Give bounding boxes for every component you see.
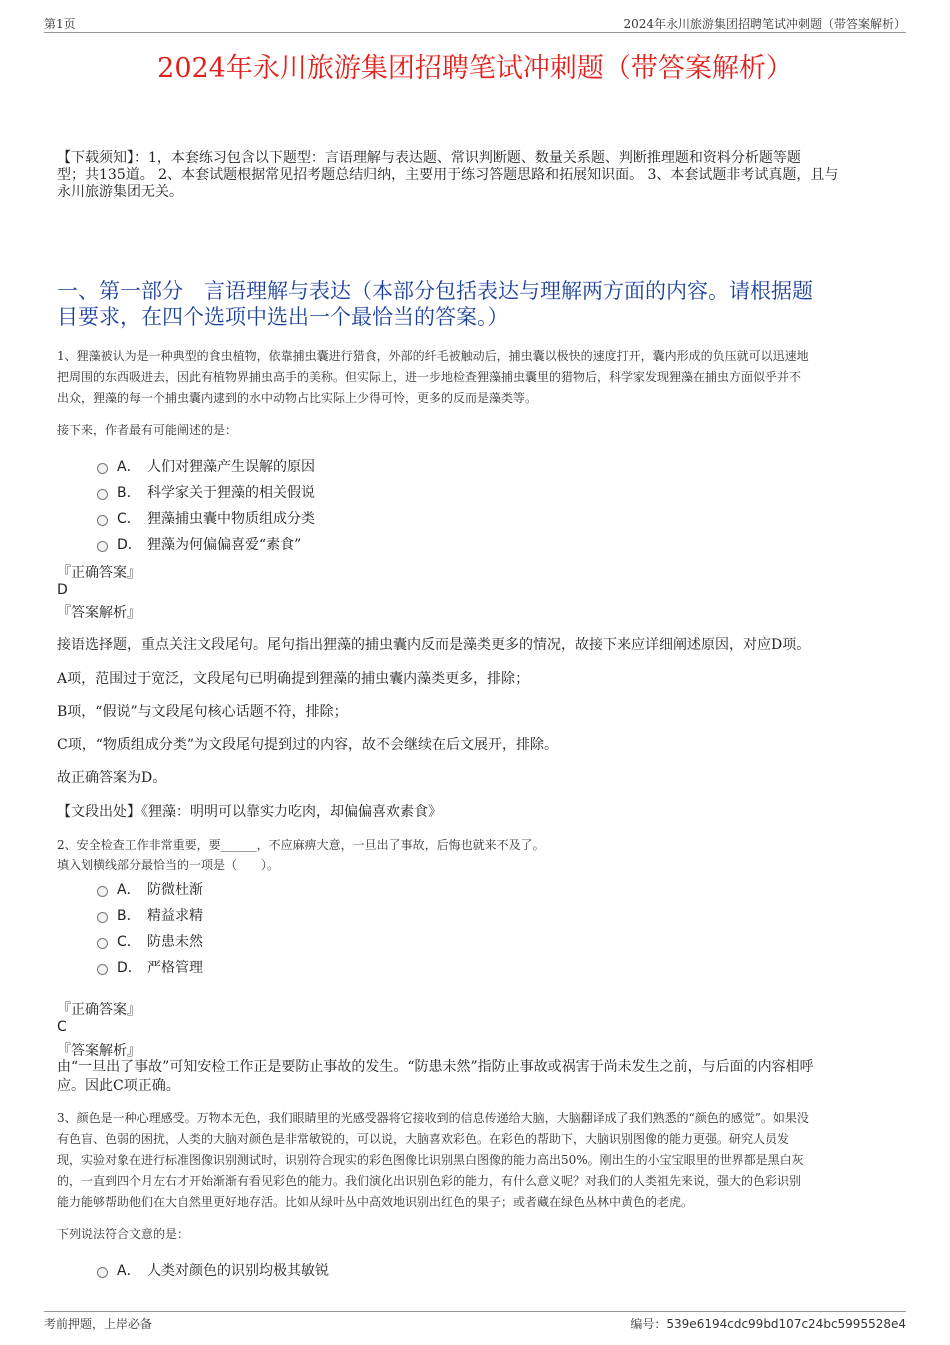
option-letter: B． [117, 485, 141, 501]
radio-icon[interactable] [97, 964, 108, 975]
option-letter: A． [117, 882, 141, 898]
radio-icon[interactable] [97, 912, 108, 923]
question-line: 2、安全检查工作非常重要，要______，不应麻痹大意，一旦出了事故，后悔也就来不及了。 [57, 838, 545, 852]
q1-analysis-text: C项，“物质组成分类”为文段尾句提到过的内容，故不会继续在后文展开，排除。 [57, 737, 559, 753]
option-text: 人类对颜色的识别均极其敏锐 [147, 1263, 329, 1279]
option-text: 人们对狸藻产生误解的原因 [147, 459, 315, 475]
option-letter: B． [117, 908, 141, 924]
page-number: 第1页 [44, 17, 76, 31]
option-letter: A． [117, 459, 141, 475]
q1-analysis-text: B项，“假说”与文段尾句核心话题不符，排除； [57, 704, 348, 720]
option-text: 科学家关于狸藻的相关假说 [147, 485, 315, 501]
radio-icon[interactable] [97, 938, 108, 949]
code-value: 539e6194cdc99bd107c24bc5995528e4 [666, 1317, 906, 1331]
radio-icon[interactable] [97, 489, 108, 500]
question-1-prompt: 接下来，作者最有可能阐述的是： [57, 423, 238, 437]
q1-answer-label: 『正确答案』 [57, 565, 141, 581]
code-label: 编号： [630, 1317, 667, 1331]
option-letter: D． [117, 537, 142, 553]
notice-line: 永川旅游集团无关。 [57, 184, 183, 200]
q1-option-c[interactable] [97, 507, 315, 529]
question-3-prompt: 下列说法符合文意的是： [57, 1227, 190, 1241]
q2-option-a[interactable] [97, 878, 203, 900]
q1-option-b[interactable] [97, 481, 315, 503]
q2-answer: C [57, 1019, 67, 1035]
q2-option-d[interactable] [97, 956, 203, 978]
radio-icon[interactable] [97, 1267, 108, 1278]
q3-option-a[interactable] [97, 1259, 329, 1281]
radio-icon[interactable] [97, 541, 108, 552]
radio-icon[interactable] [97, 886, 108, 897]
question-2-prompt: 填入划横线部分最恰当的一项是（ ）。 [57, 858, 280, 872]
q2-answer-label: 『正确答案』 [57, 1002, 141, 1018]
q1-source: 【文段出处】《狸藻：明明可以靠实力吃肉，却偏偏喜欢素食》 [57, 804, 442, 820]
option-letter: D． [117, 960, 142, 976]
option-text: 狸藻捕虫囊中物质组成分类 [147, 511, 315, 527]
document-code [630, 1315, 906, 1332]
question-line: 能力能够帮助他们在大自然里更好地存活。比如从绿叶丛中高效地识别出红色的果子；或者藏在绿色丛林中黄色的老虎。 [57, 1195, 694, 1209]
notice-line: 【下载须知】：1，本套练习包含以下题型：言语理解与表达题、常识判断题、数量关系题、判断推理题和资料分析题等题 [57, 150, 801, 166]
option-letter: C． [117, 934, 141, 950]
option-letter: A． [117, 1263, 141, 1279]
option-text: 防微杜渐 [147, 882, 203, 898]
q2-option-c[interactable] [97, 930, 203, 952]
notice-line: 型；共135道。 2、本套试题根据常见招考题总结归纳，主要用于练习答题思路和拓展知识面。 3、本套试题非考试真题，且与 [57, 167, 839, 183]
footer-slogan: 考前押题，上岸必备 [44, 1317, 153, 1331]
radio-icon[interactable] [97, 515, 108, 526]
option-text: 防患未然 [147, 934, 203, 950]
q2-analysis-text [57, 1058, 907, 1096]
analysis-line: 应。因此C项正确。 [57, 1078, 180, 1094]
option-text: 精益求精 [147, 908, 203, 924]
option-text: 严格管理 [147, 960, 203, 976]
q2-analysis-label: 『答案解析』 [57, 1043, 141, 1059]
question-line: 有色盲、色弱的困扰，人类的大脑对颜色是非常敏锐的，可以说，大脑喜欢彩色。在彩色的帮助下，大脑识别图像的能力更强。研究人员发 [57, 1132, 790, 1146]
question-2-stem [57, 835, 907, 856]
q1-option-d[interactable] [97, 533, 301, 555]
analysis-line: 由“一旦出了事故”可知安检工作正是要防止事故的发生。“防患未然”指防止事故或祸害于尚未发生之前，与后面的内容相呼 [57, 1059, 814, 1075]
section-heading-line: 目要求，在四个选项中选出一个最恰当的答案。） [57, 305, 509, 329]
question-3-stem [57, 1108, 907, 1213]
question-line: 出众，狸藻的每一个捕虫囊内逮到的水中动物占比实际上少得可怜，更多的反而是藻类等。 [57, 391, 538, 405]
question-line: 3、颜色是一种心理感受。万物本无色，我们眼睛里的光感受器将它接收到的信息传递给大脑，大脑翻译成了我们熟悉的“颜色的感觉”。如果没 [57, 1111, 809, 1125]
option-text: 狸藻为何偏偏喜爱“素食” [147, 537, 302, 553]
radio-icon[interactable] [97, 463, 108, 474]
question-1-stem [57, 346, 907, 409]
question-line: 现，实验对象在进行标准图像识别测试时，识别符合现实的彩色图像比识别黑白图像的能力高出50%。刚出生的小宝宝眼里的世界都是黑白灰 [57, 1153, 804, 1167]
header-divider [44, 32, 906, 33]
question-line: 把周围的东西吸进去，因此有植物界捕虫高手的美称。但实际上，进一步地检查狸藻捕虫囊里的猎物后，科学家发现狸藻在捕虫方面似乎并不 [57, 370, 802, 384]
q1-analysis-text: A项，范围过于宽泛，文段尾句已明确提到狸藻的捕虫囊内藻类更多，排除； [57, 671, 530, 687]
page-title: 2024年永川旅游集团招聘笔试冲刺题（带答案解析） [157, 53, 793, 84]
question-line: 1、狸藻被认为是一种典型的食虫植物，依靠捕虫囊进行猎食，外部的纤毛被触动后，捕虫囊以极快的速度打开，囊内形成的负压就可以迅速地 [57, 349, 809, 363]
q1-option-a[interactable] [97, 455, 315, 477]
section-heading [57, 278, 897, 330]
option-letter: C． [117, 511, 141, 527]
footer-divider [44, 1311, 906, 1312]
download-notice [57, 150, 897, 201]
q2-option-b[interactable] [97, 904, 203, 926]
q1-answer: D [57, 582, 68, 598]
running-header-title: 2024年永川旅游集团招聘笔试冲刺题（带答案解析） [623, 17, 906, 31]
q1-analysis-text: 故正确答案为D。 [57, 770, 167, 786]
question-line: 的，一直到四个月左右才开始渐渐有看见彩色的能力。我们演化出识别色彩的能力，有什么意义呢？对我们的人类祖先来说，强大的色彩识别 [57, 1174, 802, 1188]
q1-analysis-text: 接语选择题，重点关注文段尾句。尾句指出狸藻的捕虫囊内反而是藻类更多的情况，故接下来应详细阐述原因，对应D项。 [57, 637, 811, 653]
q1-analysis-label: 『答案解析』 [57, 605, 141, 621]
section-heading-line: 一、第一部分 言语理解与表达（本部分包括表达与理解两方面的内容。请根据题 [57, 279, 813, 303]
